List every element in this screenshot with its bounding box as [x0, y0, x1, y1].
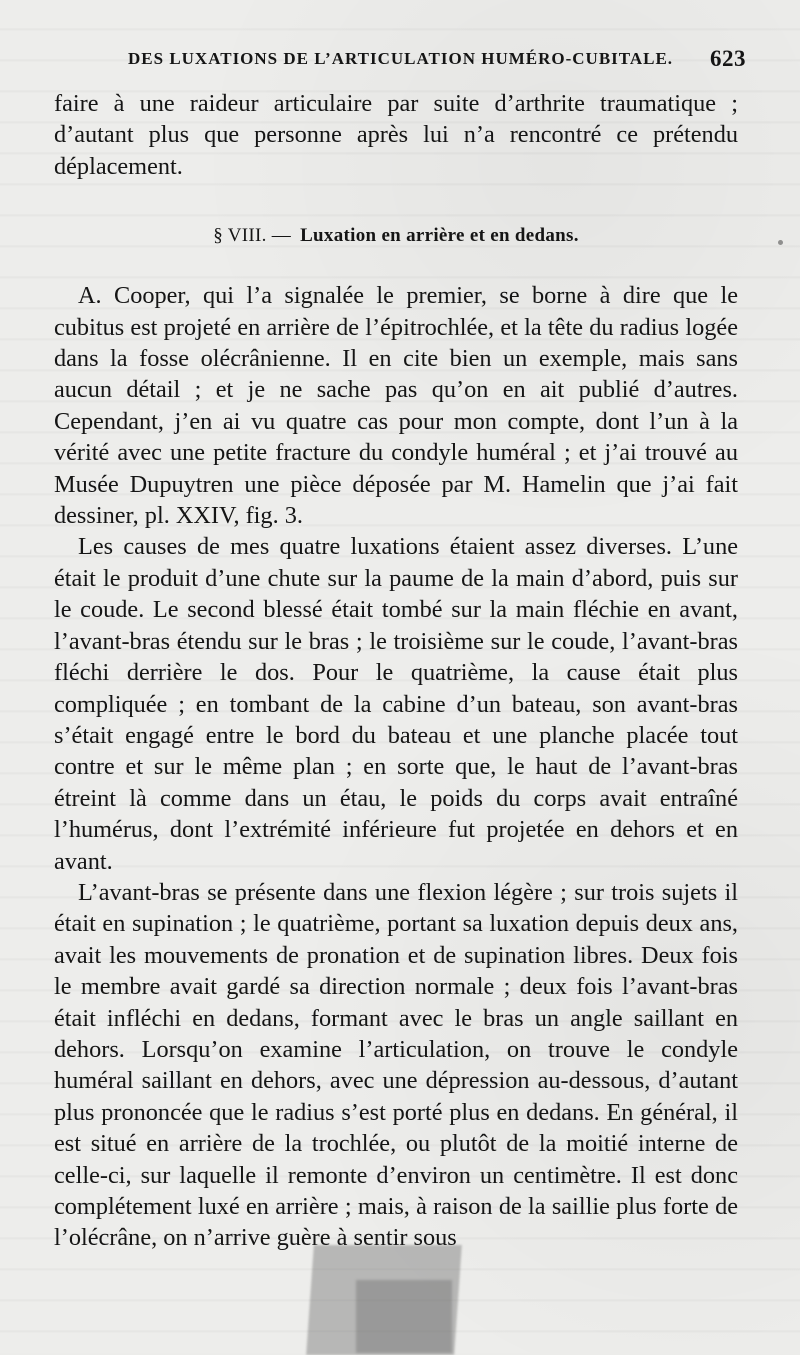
- paragraph-3: L’avant-bras se présente dans une flexion légère ; sur trois sujets il était en supination ; le quatrième, portant sa luxation depuis deux ans, avait les mouvements de pronation et de supination libres. Deux fois le membre avait gardé sa direction normale ; deux fois l’avant-bras était infléchi en dedans, formant avec le bras un angle saillant en dehors. Lorsqu’on examine l’articulation, on trouve le condyle huméral saillant en dehors, avec une dépression au-dessous, d’autant plus prononcée que le radius s’est porté plus en dedans. En général, il est situé en arrière de la trochlée, ou plutôt de la moitié interne de celle-ci, sur laquelle il remonte d’environ un centimètre. Il est donc complétement luxé en arrière ; mais, à raison de la saillie plus forte de l’olécrâne, on n’arrive guère à sentir sous: [54, 878, 738, 1252]
- intro-paragraph: faire à une raideur articulaire par suite d’arthrite traumatique ; d’autant plus que personne après lui n’a rencontré ce prétendu déplacement.: [54, 90, 738, 180]
- page-content: [54, 88, 738, 1254]
- page-number: 623: [710, 46, 746, 71]
- scan-smudge-inner: [356, 1280, 452, 1353]
- running-title: DES LUXATIONS DE L’ARTICULATION HUMÉRO-CUBITALE.: [128, 49, 674, 68]
- page-header: [128, 42, 746, 76]
- section-heading: [54, 224, 738, 248]
- paragraph-2: Les causes de mes quatre luxations étaient assez diverses. L’une était le produit d’une chute sur la paume de la main d’abord, puis sur le coude. Le second blessé était tombé sur la main fléchie en avant, l’avant-bras étendu sur le bras ; le troisième sur le coude, l’avant-bras fléchi derrière le dos. Pour le quatrième, la cause était plus compliquée ; en tombant de la cabine d’un bateau, son avant-bras s’était engagé entre le bord du bateau et une planche placée tout contre et sur le même plan ; en sorte que, le haut de l’avant-bras étreint là comme dans un étau, le poids du corps avait entraîné l’humérus, dont l’extrémité inférieure fut projetée en dehors et en avant.: [54, 533, 738, 875]
- paragraph-1: A. Cooper, qui l’a signalée le premier, se borne à dire que le cubitus est projeté en arrière de l’épitrochlée, et la tête du radius logée dans la fosse olécrânienne. Il en cite bien un exemple, mais sans aucun détail ; et je ne sache pas qu’on en ait publié d’autres. Cependant, j’en ai vu quatre cas pour mon compte, dont l’un à la vérité avec une petite fracture du condyle huméral ; et j’ai trouvé au Musée Dupuytren une pièce déposée par M. Hamelin que j’ai fait dessiner, pl. XXIV, fig. 3.: [54, 282, 738, 530]
- section-title: Luxation en arrière et en dedans.: [300, 225, 579, 247]
- margin-dot: [778, 240, 783, 245]
- section-mark: § VIII. —: [213, 225, 292, 247]
